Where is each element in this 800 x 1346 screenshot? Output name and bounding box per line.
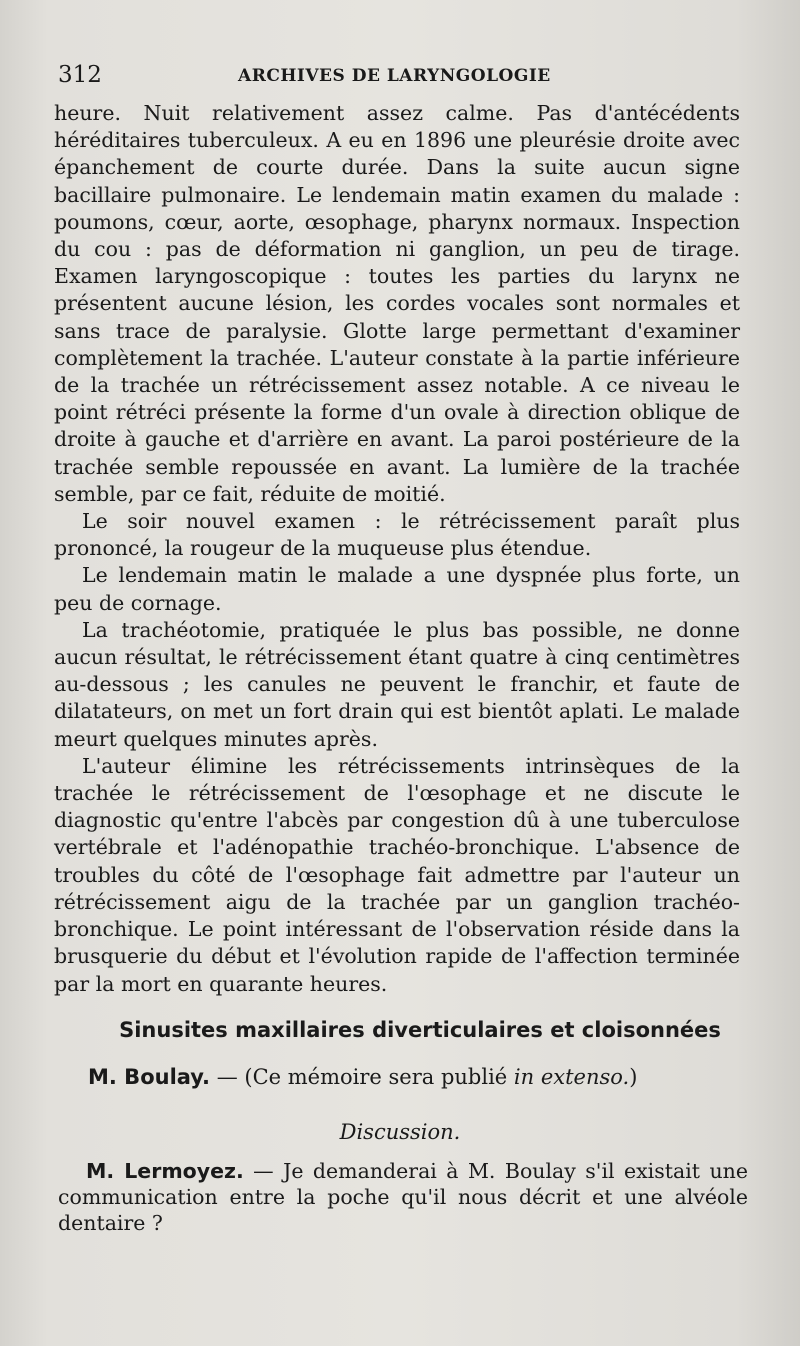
paragraph: heure. Nuit relativement assez calme. Pas d'antécédents héréditaires tuberculeux. A eu en 1896 une pleurésie droite avec épanchement de courte durée. Dans la suite aucun signe bacillaire pulmonaire. Le lendemain matin examen du malade : poumons, cœur, aorte, œsophage, pharynx normaux. Inspection du cou : pas de déformation ni ganglion, un peu de tirage. Examen laryngoscopique : toutes les parties du larynx ne présentent aucune lésion, les cordes vocales sont normales et sans trace de paralysie. Glotte large permettant d'examiner complètement la trachée. L'auteur constate à la partie inférieure de la trachée un rétrécissement assez notable. A ce niveau le point rétréci présente la forme d'un ovale à direction oblique de droite à gauche et d'arrière en avant. La paroi postérieure de la trachée semble repoussée en avant. La lumière de la trachée semble, par ce fait, réduite de moitié. <box>54 101 740 506</box>
note-suffix: ) <box>629 1065 638 1089</box>
speech-text: — Je demanderai à M. Boulay s'il existait une communication entre la poche qu'il nous décrit et une alvéole dentaire ? <box>58 1159 748 1235</box>
page-number: 312 <box>58 62 102 88</box>
paragraph: L'auteur élimine les rétrécissements intrinsèques de la trachée le rétrécissement de l'œsophage et ne discute le diagnostic qu'entre l'abcès par congestion dû à une tuberculose vertébrale et l'adénopathie trachéo-bronchique. L'absence de troubles du côté de l'œsophage fait admettre par l'auteur un rétrécissement aigu de la trachée par un ganglion trachéo-bronchique. Le point intéressant de l'observation réside dans la brusquerie du début et l'évolution rapide de l'affection terminée par la mort en quarante heures. <box>54 753 740 996</box>
section-title: Sinusites maxillaires diverticulaires et cloisonnées <box>119 1018 721 1042</box>
running-title: ARCHIVES DE LARYNGOLOGIE <box>238 66 551 86</box>
discussion-heading: Discussion. <box>339 1120 461 1144</box>
paragraph: Le soir nouvel examen : le rétrécissement paraît plus prononcé, la rougeur de la muqueuse plus étendue. <box>54 509 740 561</box>
speaker-name: M. Lermoyez. <box>86 1159 244 1183</box>
paragraph: Le lendemain matin le malade a une dyspnée plus forte, un peu de cornage. <box>54 563 740 615</box>
author-name: M. Boulay. <box>88 1065 211 1089</box>
discussion-text <box>58 1158 748 1236</box>
body-text <box>54 100 740 998</box>
note-italic: in extenso. <box>513 1065 630 1089</box>
paragraph: La trachéotomie, pratiquée le plus bas possible, ne donne aucun résultat, le rétrécissement étant quatre à cinq centimètres au-dessous ; les canules ne peuvent le franchir, et faute de dilatateurs, on met un fort drain qui est bientôt aplati. Le malade meurt quelques minutes après. <box>54 617 740 751</box>
note-prefix: — (Ce mémoire sera publié <box>216 1065 514 1089</box>
page-header <box>58 62 742 96</box>
publication-note <box>88 1065 748 1089</box>
